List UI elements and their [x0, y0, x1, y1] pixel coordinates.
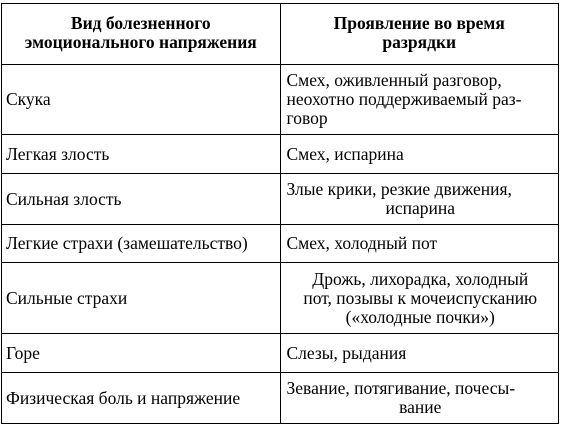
header-tension-type-line-1: Вид болезненного [70, 13, 211, 33]
manifestation-line: неохотно поддерживаемый раз- [286, 89, 522, 109]
tension-type-cell: Скука [2, 65, 281, 135]
manifestation-line: Слезы, рыдания [286, 342, 407, 363]
table-row [2, 65, 559, 135]
manifestation-line: Смех, холодный пот [286, 233, 438, 253]
header-row [2, 4, 559, 65]
manifestation-line: испарина [385, 198, 455, 218]
header-tension-type-line-2: эмоционального напряжения [24, 32, 257, 52]
table-row [2, 225, 559, 263]
table-row [2, 263, 559, 334]
tension-type-cell: Физическая боль и напряжение [2, 373, 281, 424]
manifestation-line: вание [399, 397, 442, 417]
manifestation-line: Злые крики, резкие движения, [286, 179, 512, 199]
manifestation-cell [280, 65, 559, 135]
header-manifestation-line-2: разрядки [382, 32, 457, 52]
manifestation-cell [280, 334, 559, 373]
manifestation-line: Зевание, потягивание, почесы- [286, 378, 516, 398]
table-row [2, 174, 559, 225]
manifestation-line: («холодные почки») [345, 306, 495, 327]
manifestation-cell [280, 373, 559, 424]
table-body [2, 65, 559, 424]
table-row [2, 334, 559, 373]
table-header [2, 4, 559, 65]
manifestation-cell [280, 135, 559, 174]
manifestation-cell [280, 174, 559, 225]
tension-type-cell: Легкие страхи (замешательство) [2, 225, 281, 263]
tension-type-cell: Горе [2, 334, 281, 373]
header-manifestation-line-1: Проявление во время [333, 13, 505, 33]
table-row [2, 373, 559, 424]
tension-type-cell: Сильная злость [2, 174, 281, 225]
header-tension-type [2, 4, 281, 65]
tension-type-cell: Легкая злость [2, 135, 281, 174]
manifestation-line: Дрожь, лихорадка, холодный [312, 268, 529, 289]
table-row [2, 135, 559, 174]
manifestation-cell [280, 225, 559, 263]
manifestation-line: пот, позывы к мочеиспусканию [303, 287, 538, 308]
manifestation-line: Смех, оживленный разговор, [286, 70, 502, 90]
manifestation-line: говор [286, 108, 328, 128]
manifestation-line: Смех, испарина [286, 143, 404, 164]
header-discharge-manifestation [280, 4, 559, 65]
manifestation-cell [280, 263, 559, 334]
emotional-tension-table [1, 3, 559, 424]
tension-type-cell: Сильные страхи [2, 263, 281, 334]
